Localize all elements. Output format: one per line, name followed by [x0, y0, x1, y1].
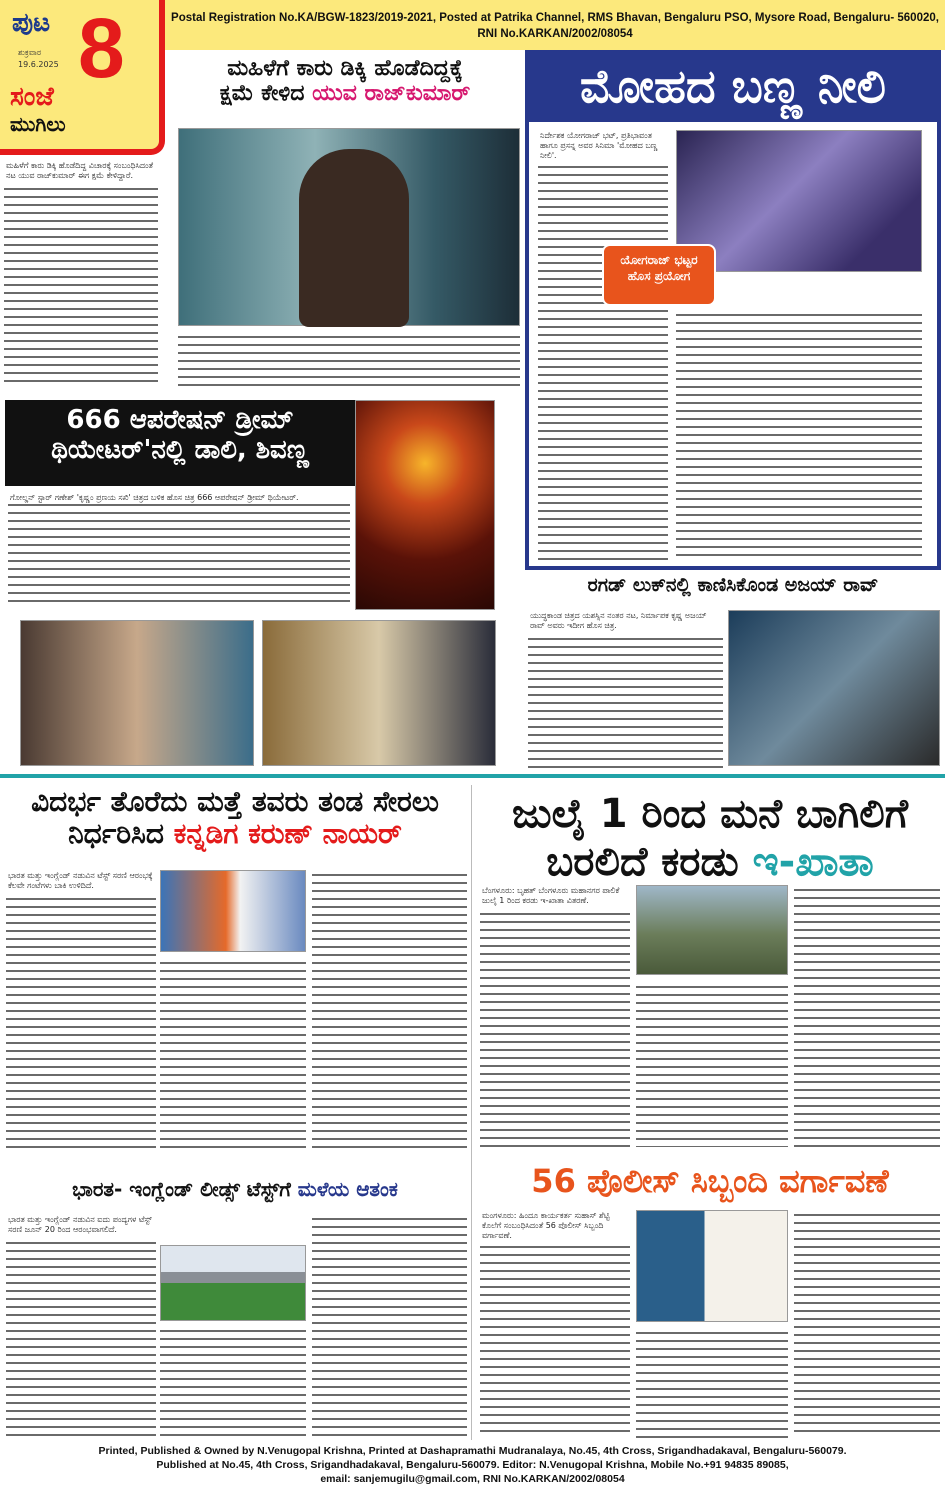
article-lead: ಭಾರತ ಮತ್ತು ಇಂಗ್ಲೆಂಡ್ ನಡುವಿನ ಐದು ಪಂದ್ಯಗಳ ಟೆಸ್ಟ್ ಸರಣಿ ಜೂನ್ 20 ರಿಂದ ಆರಂಭವಾಗಲಿದೆ.: [6, 1214, 156, 1236]
article-lead: ನಿರ್ದೇಶಕ ಯೋಗರಾಜ್ ಭಟ್, ಪ್ರತಿಭಾವಂತ ಹಾಗೂ ಪ್ರಸನ್ನ ಅವರ ಸಿನಿಮಾ 'ಮೋಹದ ಬಣ್ಣ ನೀಲಿ'.: [538, 130, 668, 162]
page-number: 8: [78, 1, 125, 95]
article-lead: ಗೋಲ್ಡನ್ ಸ್ಟಾರ್ ಗಣೇಶ್ 'ಕೃಷ್ಣಂ ಪ್ರಣಯ ಸಖಿ' ಚಿತ್ರದ ಬಳಿಕ ಹೊಸ ಚಿತ್ರ 666 ಆಪರೇಷನ್ ಡ್ರೀಮ್ ಥಿಯೇಟರ್.: [8, 492, 350, 504]
page-label: ಪುಟ: [12, 8, 51, 38]
day: ಶುಕ್ರವಾರ: [18, 48, 42, 57]
dream-body: [8, 492, 350, 608]
footer-line: Published at No.45, 4th Cross, Srigandhadakaval, Bengaluru-560079. Editor: N.Venugopal Krishna, Mobile No.+91 94835 89085,: [156, 1459, 789, 1471]
paper-title-1: ಸಂಜೆ: [10, 82, 54, 112]
rain-headline: [0, 1178, 470, 1201]
date: 19.6.2025: [18, 60, 59, 69]
headline-part: ಭಾರತ- ಇಂಗ್ಲೆಂಡ್ ಲೀಡ್ಸ್ ಟೆಸ್ಟ್‌ಗೆ: [72, 1177, 298, 1201]
rain-body: [6, 1214, 156, 1438]
karun-photo: [160, 870, 306, 952]
headline-highlight: ಯುವ ರಾಜ್‌ಕುಮಾರ್: [312, 81, 471, 107]
headline-line: ವಿದರ್ಭ ತೊರೆದು ಮತ್ತೆ ತವರು ತಂಡ ಸೇರಲು: [31, 785, 439, 818]
ekhata-body-3: [794, 885, 940, 1147]
ajay-headline: ರಗಡ್ ಲುಕ್‌ನಲ್ಲಿ ಕಾಣಿಸಿಕೊಂಡ ಅಜಯ್ ರಾವ್: [587, 574, 879, 596]
footer-line: Printed, Published & Owned by N.Venugopal Krishna, Printed at Dashapramathi Mudranalaya, No.45, 4th Cross, Srigandhadakaval, Bengaluru-560079.: [98, 1445, 847, 1457]
headline-highlight: ಇ-ಖಾತಾ: [752, 839, 874, 885]
rain-body-2: [160, 1326, 306, 1438]
headline-line: 666 ಆಪರೇಷನ್ ಡ್ರೀಮ್: [66, 405, 294, 435]
dream-theatre-poster: [355, 400, 495, 610]
footer-line: email: sanjemugilu@gmail.com, RNI No.KARKAN/2002/08054: [320, 1473, 625, 1485]
karun-body: [6, 870, 156, 1150]
police-body-2: [636, 1328, 788, 1438]
bbmp-photo: [636, 885, 788, 975]
karun-headline: [0, 786, 470, 850]
headline-line: ಥಿಯೇಟರ್'ನಲ್ಲಿ ಡಾಲಿ, ಶಿವಣ್ಣ: [51, 434, 309, 465]
imprint-footer: [0, 1444, 945, 1486]
police-body: [480, 1210, 630, 1438]
dream-photo-2: [262, 620, 496, 766]
yuva-rajkumar-photo: [178, 128, 520, 326]
paper-title-2: ಮುಗಿಲು: [10, 112, 66, 136]
article-lead: ಬೆಂಗಳೂರು: ಬೃಹತ್ ಬೆಂಗಳೂರು ಮಹಾನಗರ ಪಾಲಿಕೆ ಜುಲೈ 1 ರಿಂದ ಕರಡು ಇ-ಖಾತಾ ವಿತರಣೆ.: [480, 885, 630, 907]
rajkumar-body: [4, 160, 158, 388]
ekhata-body-2: [636, 982, 788, 1147]
article-lead: ಮಹಿಳೆಗೆ ಕಾರು ಡಿಕ್ಕಿ ಹೊಡೆದಿದ್ದ ವಿಚಾರಕ್ಕೆ ಸಂಬಂಧಿಸಿದಂತೆ ನಟ ಯುವ ರಾಜ್‌ಕುಮಾರ್ ಈಗ ಕ್ಷಮೆ ಕೇಳಿದ್ದಾರೆ.: [4, 160, 158, 182]
headline-part: ನಿರ್ಧರಿಸಿದ: [68, 817, 174, 851]
article-lead: ಭಾರತ ಮತ್ತು ಇಂಗ್ಲೆಂಡ್ ನಡುವಿನ ಟೆಸ್ಟ್ ಸರಣಿ ಆರಂಭಕ್ಕೆ ಕೆಲವೇ ಗಂಟೆಗಳು ಬಾಕಿ ಉಳಿದಿದೆ.: [6, 870, 156, 892]
neeli-body: [538, 130, 668, 560]
neeli-headline: ಮೋಹದ ಬಣ್ಣ ನೀಲಿ: [525, 50, 941, 122]
rajkumar-body-2: [178, 332, 520, 390]
dream-headline: [5, 400, 355, 486]
article-lead: ಯುದ್ಧಕಾಂಡ ಚಿತ್ರದ ಯಶಸ್ಸಿನ ನಂತರ ನಟ, ನಿರ್ಮಾಪಕ ಕೃಷ್ಣ ಅಜಯ್ ರಾವ್ ಅವರು ಇದೀಗ ಹೊಸ ಚಿತ್ರ.: [528, 610, 723, 632]
headline-line: ಮಹಿಳೆಗೆ ಕಾರು ಡಿಕ್ಕಿ ಹೊಡೆದಿದ್ದಕ್ಕೆ: [227, 56, 463, 81]
police-body-3: [794, 1210, 940, 1438]
ajay-photo: [728, 610, 940, 766]
neeli-body-2: [676, 310, 922, 560]
postal-registration: Postal Registration No.KA/BGW-1823/2019-2021, Posted at Patrika Channel, RMS Bhavan, Bengaluru PSO, Mysore Road, Bengaluru- 560020, RNI No.KARKAN/2002/08054: [165, 0, 945, 50]
police-photo: [636, 1210, 788, 1322]
headline-highlight: ಕನ್ನಡಿಗ ಕರುಣ್ ನಾಯರ್: [173, 817, 402, 851]
karun-body-2: [160, 958, 306, 1150]
neeli-badge: ಯೋಗರಾಜ್ ಭಟ್ಟರ ಹೊಸ ಪ್ರಯೋಗ: [602, 244, 716, 306]
ekhata-body: [480, 885, 630, 1147]
headline-line: ಜುಲೈ 1 ರಿಂದ ಮನೆ ಬಾಗಿಲಿಗೆ: [512, 791, 908, 837]
stadium-photo: [160, 1245, 306, 1321]
rain-body-3: [312, 1214, 467, 1438]
karun-body-3: [312, 870, 467, 1150]
rajkumar-headline: [170, 56, 520, 107]
ajay-body: [528, 610, 723, 768]
headline-highlight: ಮಳೆಯ ಆತಂಕ: [297, 1177, 398, 1201]
headline-part: ಬರಲಿದೆ ಕರಡು: [546, 839, 753, 885]
article-lead: ಮಂಗಳೂರು: ಹಿಂದೂ ಕಾರ್ಯಕರ್ತ ಸುಹಾಸ್ ಶೆಟ್ಟಿ ಕೊಲೆಗೆ ಸಂಬಂಧಿಸಿದಂತೆ 56 ಪೊಲೀಸ್ ಸಿಬ್ಬಂದಿ ವರ್ಗಾವಣೆ.: [480, 1210, 630, 1242]
police-headline: 56 ಪೊಲೀಸ್ ಸಿಬ್ಬಂದಿ ವರ್ಗಾವಣೆ: [531, 1162, 889, 1200]
dream-photo-1: [20, 620, 254, 766]
ekhata-headline: [475, 790, 945, 886]
divider: [0, 774, 945, 778]
divider: [471, 785, 472, 1440]
headline-part: ಕ್ಷಮೆ ಕೇಳಿದ: [219, 81, 313, 107]
